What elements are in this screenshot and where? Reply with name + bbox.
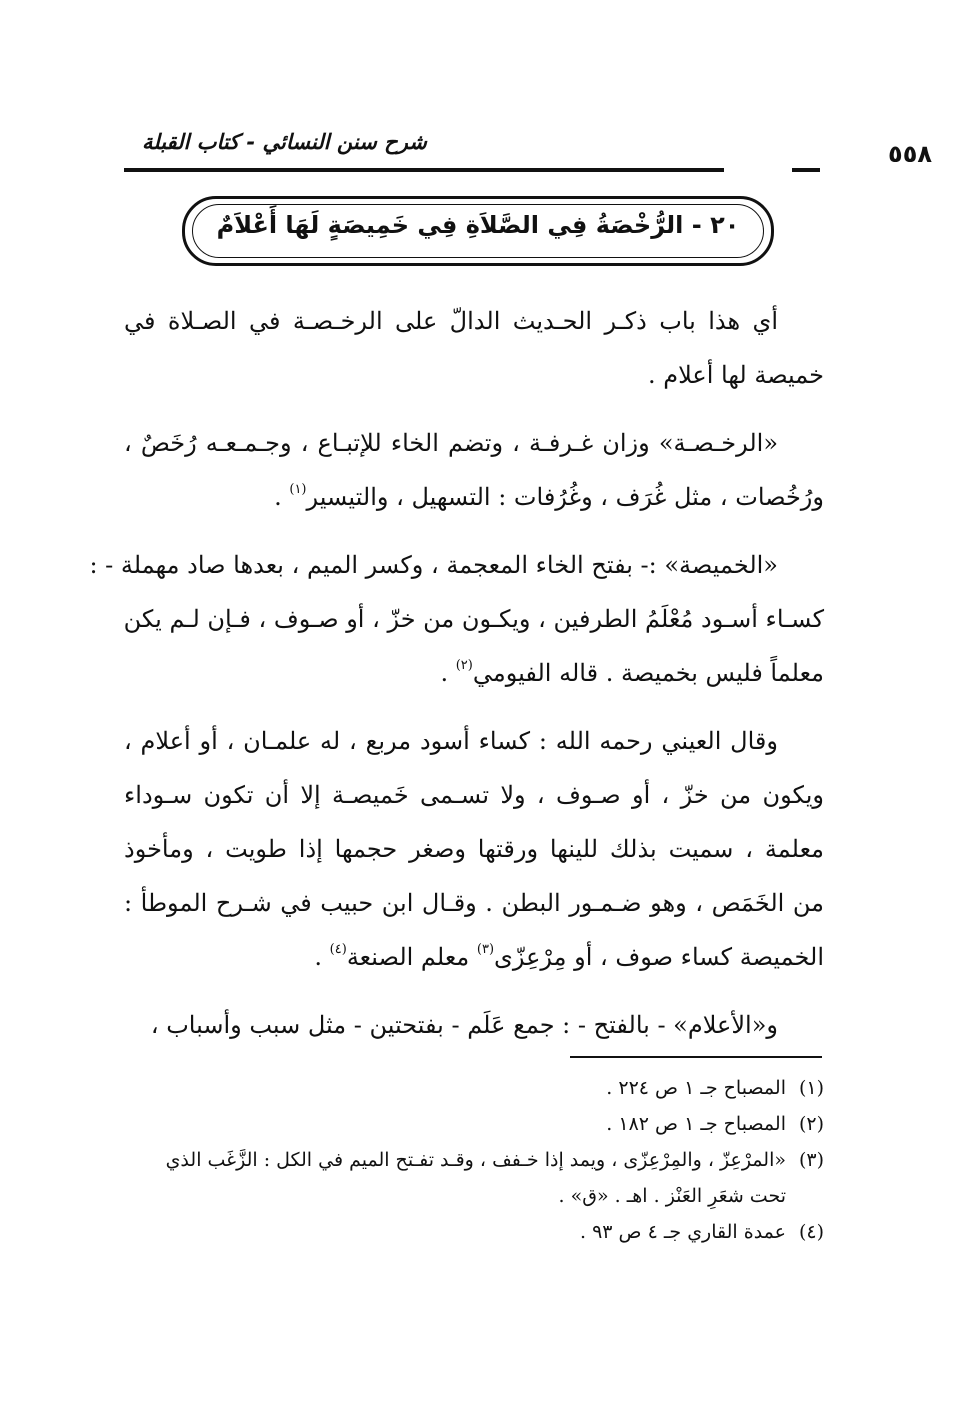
footnote-ref-1[interactable]: (١): [289, 482, 307, 497]
paragraph-5: [124, 998, 824, 1052]
text-line: [124, 470, 824, 524]
section-title: ٢٠ - الرُّخْصَةُ فِي الصَّلاَةِ فِي خَمِيصَةٍ لَهَا أَعْلاَمٌ: [216, 211, 740, 239]
footnote-number: (٢): [798, 1113, 824, 1135]
text-line: [124, 930, 824, 984]
text-line: معلمة ، سميت بذلك للينها ورقتها وصغر حجمها إذا طويت ، ومأخوذ: [124, 835, 824, 863]
footnote-number: (٤): [798, 1221, 824, 1243]
text-line: «الخميصة» :- بفتح الخاء المعجمة ، وكسر الميم ، بعدها صاد مهملة - :: [89, 551, 778, 579]
footnotes: [124, 1070, 824, 1250]
text-line: و«الأعلام» - بالفتح - : جمع عَلَم - بفتحتين - مثل سبب وأسباب ،: [150, 1011, 778, 1039]
text-run: معلم الصنعة: [346, 943, 477, 971]
footnote-rule: [570, 1056, 822, 1058]
text-run: الخميصة كساء صوف ، أو مِرْعِزّى: [494, 943, 824, 971]
footnote-ref-4[interactable]: (٤): [329, 942, 347, 957]
footnote-item: [124, 1214, 824, 1250]
text-line: [124, 646, 824, 700]
paragraph-3: [89, 538, 824, 700]
text-run: معلماً فليس بخميصة . قاله الفيومي: [472, 659, 824, 687]
header-rule: [124, 168, 724, 172]
text-line: من الخَمَص ، وهو ضـمـور البطن . وقـال ابن حبيب في شـرح الموطأ :: [124, 889, 824, 917]
footnote-item: [124, 1070, 824, 1106]
header-rule-short: [792, 168, 820, 172]
footnote-text: المصباح جـ ١ ص ٢٢٤ .: [606, 1077, 786, 1099]
paragraph-4: [124, 714, 824, 984]
footnote-text: عمدة القاري جـ ٤ ص ٩٣ .: [580, 1221, 786, 1243]
footnote-number: (١): [798, 1077, 824, 1099]
page-number: ٥٥٨: [888, 140, 932, 168]
footnote-item: [124, 1106, 824, 1142]
text-run: .: [440, 659, 456, 687]
paragraph-2: [124, 416, 824, 524]
text-line: وقال العيني رحمه الله : كساء أسود مربع ، له علمـان ، أو أعلام ،: [124, 727, 778, 755]
text-line: أي هذا باب ذكـر الحـديث الدالّ على الرخـصـة في الصـلاة في: [124, 307, 778, 335]
footnote-text: «المرْعِزّ ، والمِرْعِزّى ، ويمد إذا خـفف ، وقـد تفـتح الميم في الكل : الزَّغَب الذي تحت شعَرِ العَنْز . اهـ . «ق» .: [165, 1149, 786, 1207]
body-text: [89, 294, 824, 1066]
footnote-text: المصباح جـ ١ ص ١٨٢ .: [606, 1113, 786, 1135]
footnote-ref-3[interactable]: (٣): [476, 942, 495, 957]
footnote-number: (٣): [798, 1149, 824, 1171]
text-line: «الرخـصـة» وزان غـرفـة ، وتضم الخاء للإتبـاع ، وجـمـعـه رُخَصٌ ،: [124, 429, 778, 457]
section-title-frame: [182, 196, 774, 266]
text-run: .: [274, 483, 290, 511]
text-line: ويكون من خزّ ، أو صـوف ، ولا تسـمى خَميصـة إلا أن تكون سـوداء: [124, 781, 824, 809]
running-header: [142, 126, 932, 168]
footnote-item: [124, 1142, 824, 1214]
text-line: كسـاء أسـود مُعْلَمُ الطرفين ، ويكـون من خزّ ، أو صـوف ، فـإن لـم يكن: [123, 605, 824, 633]
book-title: شرح سنن النسائي - كتاب القبلة: [142, 130, 427, 154]
paragraph-1: [124, 294, 824, 402]
text-run: .: [314, 943, 330, 971]
text-line: خميصة لها أعلام .: [647, 361, 824, 389]
text-run: ورُخُصات ، مثل غُرَف ، وغُرُفات : التسهيل ، والتيسير: [306, 483, 824, 511]
footnote-ref-2[interactable]: (٢): [455, 658, 473, 673]
